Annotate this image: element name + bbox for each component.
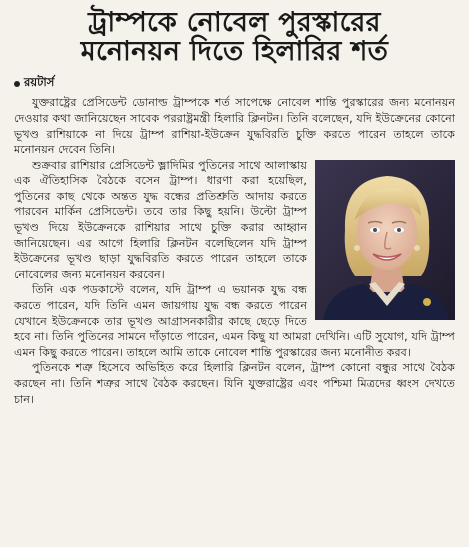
headline [14, 8, 455, 66]
paragraph-3: তিনি এক পডকাস্টে বলেন, যদি ট্রাম্প এ ভয়ানক যুদ্ধ বন্ধ করতে পারেন, যদি তিনি এমন জায়গায় যুদ্ধ বন্ধ করতে পারেন যেখানে ইউক্রেনকে তার ভূখণ্ড আগ্রাসনকারীর কাছে ছেড়ে দিতে হবে না। তিনি পুতিনের সামনে দাঁড়াতে পারেন, এমন কিছু যা আমরা দেখিনি। এটি সুযোগ, যদি ট্রাম্প এমন কিছু করতে পারেন। তাহলে আমি তাকে নোবেল শান্তি পুরস্কারের জন্য মনোনীত করব। [14, 283, 455, 359]
bullet-icon [14, 81, 20, 87]
source-name: রয়টার্স [24, 75, 55, 90]
paragraph-2: শুক্রবার রাশিয়ার প্রেসিডেন্ট ভ্লাদিমির পুতিনের সাথে আলাস্কায় এক ঐতিহাসিক বৈঠকে বসেন ট্রাম্প। ধারণা করা হয়েছিল, পুতিনের কাছ থেকে অন্তত যুদ্ধ বন্ধের প্রতিশ্রুতি আদায় করতে পারবেন মার্কিন প্রেসিডেন্ট। তবে তার কিছু হয়নি। উল্টো ট্রাম্প ভূখণ্ড দিয়ে ইউক্রেনকে রাশিয়ার সাথে চুক্তি করার আহ্বান জানিয়েছেন। এর আগে হিলারি ক্লিনটন বলেছিলেন যদি ট্রাম্প ইউক্রেনের ভূখণ্ড ছাড়া যুদ্ধবিরতি করতে পারেন তাহলে তাকে নোবেলের জন্য মনোনয়ন করবেন। [14, 158, 307, 281]
portrait-illustration [315, 160, 455, 320]
headline-line-1: ট্রাম্পকে নোবেল পুরস্কারের [88, 7, 381, 38]
article-body [14, 95, 455, 407]
source-byline [14, 74, 455, 93]
paragraph-4: পুতিনকে শত্রু হিসেবে অভিহিত করে হিলারি ক্লিনটন বলেন, ট্রাম্প কোনো বন্ধুর সাথে বৈঠক করছেন না। তিনি শত্রুর সাথে বৈঠক করছেন। যিনি যুক্তরাষ্ট্রের এবং পশ্চিমা মিত্রদের ধ্বংস দেখতে চান। [14, 361, 455, 406]
headline-line-2: মনোনয়ন দিতে হিলারির শর্ত [80, 36, 389, 68]
portrait-photo [315, 160, 455, 320]
paragraph-1: যুক্তরাষ্ট্রের প্রেসিডেন্ট ডোনাল্ড ট্রাম্পকে শর্ত সাপেক্ষে নোবেল শান্তি পুরস্কারের জন্য মনোনয়ন দেওয়ার কথা জানিয়েছেন সাবেক পররাষ্ট্রমন্ত্রী হিলারি ক্লিনটন। তিনি বলেছেন, যদি ইউক্রেনের কোনো ভূখণ্ড রাশিয়াকে না দিয়ে ট্রাম্প রাশিয়া-ইউক্রেন যুদ্ধবিরতি চুক্তি করতে পারেন তাহলে তাকে মনোনয়ন দেবেন তিনি। [14, 96, 455, 157]
